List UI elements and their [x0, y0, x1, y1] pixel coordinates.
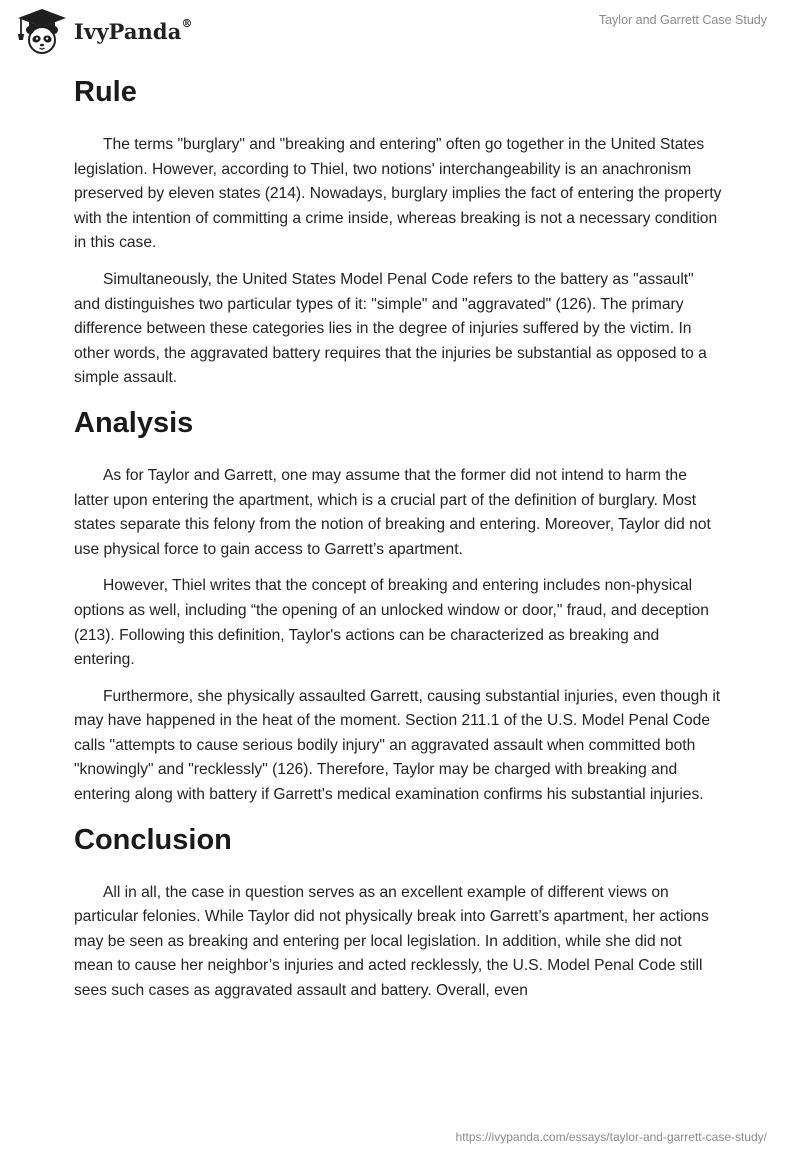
paragraph: However, Thiel writes that the concept of breaking and entering includes non-physical options as well, including “the opening of an unlocked window or door," fraud, and deception (213). Following this definition, Taylor's actions can be characterized as breaking and entering.: [74, 577, 709, 669]
panda-graduate-icon: [16, 7, 68, 55]
paragraph: Furthermore, she physically assaulted Garrett, causing substantial injuries, even though it may have happened in the heat of the moment. Section 211.1 of the U.S. Model Penal Code calls "attempts to cause serious bodily injury" an aggravated assault when committed both "knowingly" and "recklessly" (126). Therefore, Taylor may be charged with breaking and entering along with battery if Garrett's medical examination confirms his substantial injuries.: [74, 687, 721, 804]
registered-mark: ®: [181, 16, 193, 30]
source-url[interactable]: https://ivypanda.com/essays/taylor-and-garrett-case-study/: [455, 1130, 767, 1144]
brand-name: [74, 16, 193, 44]
paragraph: As for Taylor and Garrett, one may assume that the former did not intend to harm the latter upon entering the apartment, which is a crucial part of the definition of burglary. Most states separate this felony from the notion of breaking and entering. Moreover, Taylor did not use physical force to gain access to Garrett’s apartment.: [74, 466, 711, 558]
running-title: Taylor and Garrett Case Study: [598, 13, 767, 27]
brand-text: IvyPanda: [74, 18, 182, 44]
paragraph: All in all, the case in question serves as an excellent example of different views on particular felonies. While Taylor did not physically break into Garrett’s apartment, her actions may be seen as breaking and entering per local legislation. In addition, while she did not mean to cause her neighbor’s injuries and acted recklessly, the U.S. Model Penal Code still sees such cases as aggravated assault and battery. Overall, even: [74, 883, 709, 1000]
paragraph: The terms "burglary" and "breaking and entering" often go together in the United States legislation. However, according to Thiel, two notions' interchangeability is an anachronism preserved by eleven states (214). Nowadays, burglary implies the fact of entering the property with the intention of committing a crime inside, whereas breaking is not a necessary condition in this case.: [74, 136, 722, 252]
section-heading-conclusion: Conclusion: [74, 823, 232, 856]
section-heading-rule: Rule: [74, 76, 137, 108]
page-header: [0, 0, 800, 62]
essay-body: [74, 72, 724, 1004]
paragraph: Simultaneously, the United States Model Penal Code refers to the battery as "assault" and distinguishes two particular types of it: "simple" and "aggravated" (126). The primary difference between these categories lies in the degree of injuries suffered by the victim. In other words, the aggravated battery requires that the injuries be substantial as opposed to a simple assault.: [74, 270, 707, 387]
ivypanda-logo[interactable]: [16, 7, 193, 55]
section-heading-analysis: Analysis: [74, 406, 194, 439]
